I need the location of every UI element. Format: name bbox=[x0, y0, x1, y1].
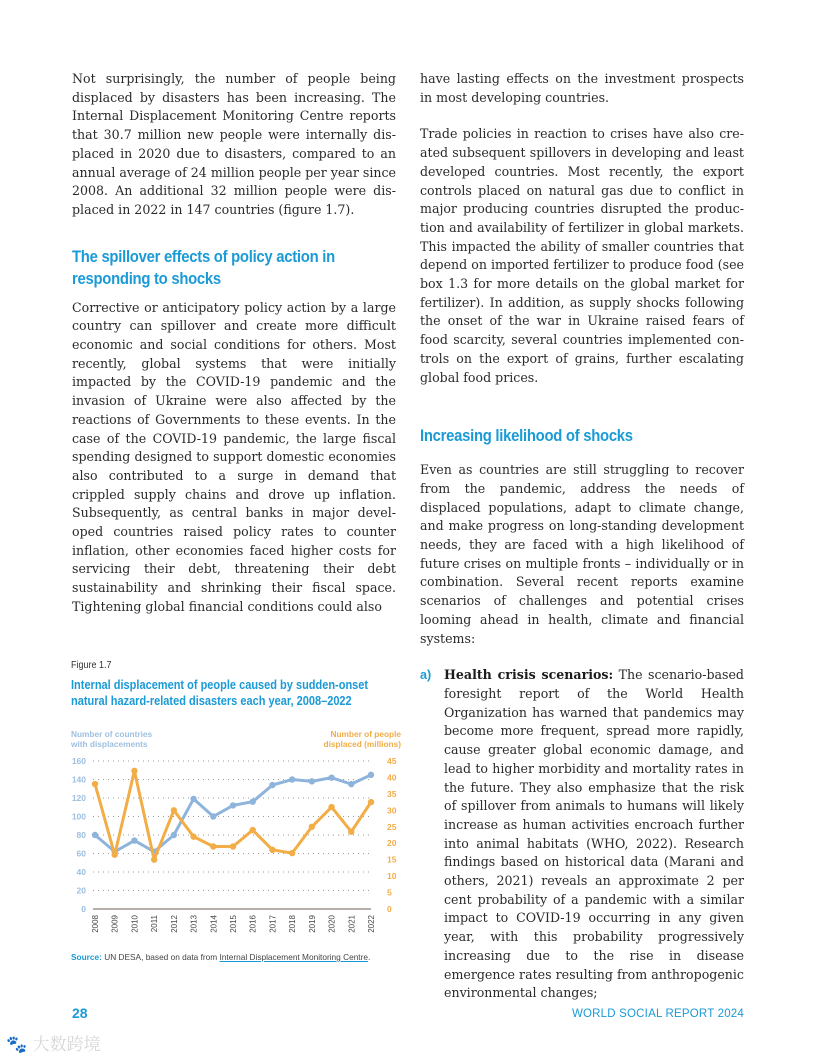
source-link[interactable]: Internal Displacement Monitoring Centre bbox=[219, 952, 368, 962]
right-tick-label: 15 bbox=[387, 854, 397, 865]
right-axis-title-line: displaced (millions) bbox=[323, 739, 401, 749]
body-paragraph: have lasting effects on the investment prospects in most developing countries. bbox=[420, 71, 744, 105]
x-tick-label: 2019 bbox=[307, 915, 317, 933]
left-tick-label: 100 bbox=[71, 811, 86, 822]
countries-data-point bbox=[131, 837, 137, 843]
line-chart bbox=[71, 752, 401, 942]
list-item-body: The scenario-based foresight report of the World Health Organization has warned that pandemics may become more frequent, spread more rapidly, cause greater global economic damage, and lead to higher morbidity and mortality rates in the future. They also emphasize that the risk of spillover from animals to humans will likely increase as human activities encroach further into animal habitats (WHO, 2022). Research findings based on historical data (Marani and others, 2021) reveals an approximate 2 per cent probability of a pandemic with a similar impact to COVID-19 occurring in any given year, with this probability progressively increasing due to the rise in disease emergence rates resulting from anthropogenic environmental changes; bbox=[444, 667, 744, 1001]
x-tick-label: 2015 bbox=[229, 915, 238, 933]
right-tick-label: 25 bbox=[387, 821, 397, 832]
people-data-point bbox=[171, 807, 177, 813]
people-data-point bbox=[190, 833, 196, 839]
right-axis-title-line: Number of people bbox=[330, 729, 401, 739]
people-data-point bbox=[348, 829, 354, 835]
source-label: Source: bbox=[71, 952, 102, 962]
figure-source bbox=[71, 952, 370, 962]
list-item bbox=[420, 666, 744, 1003]
people-data-point bbox=[112, 852, 118, 858]
left-tick-label: 40 bbox=[76, 867, 86, 877]
right-axis-title bbox=[324, 729, 401, 749]
people-data-point bbox=[368, 799, 374, 805]
right-tick-label: 20 bbox=[387, 838, 397, 849]
people-data-point bbox=[210, 843, 216, 849]
countries-data-point bbox=[171, 832, 177, 838]
countries-data-point bbox=[190, 796, 196, 802]
left-axis-title-line: Number of countries bbox=[71, 729, 153, 739]
countries-data-point bbox=[289, 776, 295, 782]
countries-data-point bbox=[368, 772, 374, 778]
right-column bbox=[420, 70, 744, 1003]
left-column bbox=[72, 70, 396, 617]
people-data-point bbox=[151, 856, 157, 862]
body-paragraph: Corrective or anticipatory policy action by a large country can spillover and create more difficult economic and social conditions for others. Most recently, global systems that were initially impacted by the COVID-19 pandemic and the invasion of Ukraine were also affected by the reactions of Governments to these events. In the case of the COVID-19 pandemic, the large fiscal spending designed to support domestic economies also contributed to a surge in demand that crippled supply chains and drove up inflation. Subsequently, as central banks in major developed countries raised policy rates to counter inflation, other economies faced higher costs for servicing their debt, threatening their debt sustainability and shrinking their fiscal space. Tightening global financial conditions could also bbox=[72, 299, 396, 614]
figure bbox=[71, 660, 401, 962]
countries-data-point bbox=[250, 799, 256, 805]
page-number: 28 bbox=[72, 1005, 88, 1021]
right-tick-label: 45 bbox=[387, 756, 397, 766]
right-tick-label: 0 bbox=[387, 904, 392, 914]
right-tick-label: 35 bbox=[387, 788, 397, 799]
countries-data-point bbox=[230, 802, 236, 808]
left-tick-label: 140 bbox=[71, 774, 86, 785]
source-text: UN DESA, based on data from bbox=[101, 952, 220, 962]
people-data-point bbox=[269, 847, 275, 853]
watermark-logo-icon: 🐾 bbox=[6, 1035, 28, 1055]
left-tick-label: 20 bbox=[76, 885, 86, 896]
x-tick-label: 2022 bbox=[367, 915, 376, 933]
figure-title-line: Internal displacement of people caused by sudden-onset bbox=[71, 678, 369, 692]
countries-data-point bbox=[309, 778, 315, 784]
figure-title bbox=[71, 677, 369, 709]
x-tick-label: 2009 bbox=[110, 915, 120, 933]
countries-data-point bbox=[348, 781, 354, 787]
list-marker: a) bbox=[420, 668, 432, 683]
section-heading: Increasing likelihood of shocks bbox=[420, 427, 633, 446]
x-tick-label: 2012 bbox=[169, 915, 179, 933]
figure-label: Figure 1.7 bbox=[71, 660, 112, 671]
countries-data-point bbox=[328, 774, 334, 780]
people-data-point bbox=[289, 850, 295, 856]
right-tick-label: 40 bbox=[387, 772, 397, 783]
x-tick-label: 2016 bbox=[248, 915, 258, 933]
x-tick-label: 2008 bbox=[91, 915, 100, 933]
people-data-point bbox=[328, 804, 334, 810]
people-data-point bbox=[230, 843, 236, 849]
section-heading-line: responding to shocks bbox=[72, 269, 221, 288]
x-tick-label: 2021 bbox=[347, 915, 357, 933]
x-tick-label: 2018 bbox=[288, 915, 298, 933]
left-tick-label: 0 bbox=[81, 904, 86, 914]
people-data-point bbox=[131, 768, 137, 774]
people-data-point bbox=[309, 824, 315, 830]
body-paragraph: Trade policies in reaction to crises have also created subsequent spillovers in developing and least developed countries. Most recently, the export controls placed on natural gas due to conflict in major producing countries disrupted the production and availability of fertilizer in global markets. This impacted the ability of smaller countries that depend on imported fertilizer to produce food (see box 1.3 for more details on the global market for fertilizer). In addition, as supply shocks following the onset of the war in Ukraine raised fears of food scarcity, several countries implemented controls on the export of grains, further escalating global food prices. bbox=[420, 126, 744, 385]
right-tick-label: 30 bbox=[387, 805, 397, 816]
left-axis-title bbox=[71, 729, 152, 749]
people-data-point bbox=[250, 827, 256, 833]
left-axis-title-line: with displacements bbox=[71, 739, 148, 749]
figure-title-line: natural hazard-related disasters each year, 2008–2022 bbox=[71, 694, 352, 708]
x-tick-label: 2017 bbox=[268, 915, 278, 933]
left-tick-label: 80 bbox=[76, 830, 86, 840]
countries-data-point bbox=[269, 782, 275, 788]
watermark-text: 大数跨境 bbox=[32, 1035, 101, 1055]
source-end: . bbox=[368, 952, 371, 962]
list-item-lead: Health crisis scenarios: bbox=[444, 667, 614, 683]
countries-data-point bbox=[92, 832, 98, 838]
x-tick-label: 2013 bbox=[189, 915, 199, 933]
section-heading bbox=[72, 246, 364, 290]
body-paragraph: Not surprisingly, the number of people being displaced by disasters has been increasing. The Internal Displacement Monitoring Centre reports that 30.7 million new people were internally displaced in 2020 due to disasters, compared to an annual average of 24 million people per year since 2008. An additional 32 million people were displaced in 2022 in 147 countries (figure 1.7). bbox=[72, 71, 396, 217]
x-tick-label: 2020 bbox=[327, 915, 337, 933]
body-paragraph: Even as countries are still struggling to recover from the pandemic, address the needs of displaced populations, adapt to climate change, and make progress on long-standing development needs, they are faced with a high likelihood of future crises on multiple fronts – individually or in combination. Several recent reports examine scenarios of challenges and potential crises looming ahead in health, climate and financial systems: bbox=[420, 462, 744, 646]
right-tick-label: 5 bbox=[387, 887, 392, 898]
watermark bbox=[6, 1030, 101, 1055]
left-tick-label: 120 bbox=[71, 793, 86, 803]
left-tick-label: 60 bbox=[76, 848, 86, 859]
section-heading-line: The spillover effects of policy action in bbox=[72, 247, 335, 266]
countries-data-point bbox=[210, 813, 216, 819]
running-footer-title: WORLD SOCIAL REPORT 2024 bbox=[571, 1008, 744, 1020]
list-item-text bbox=[444, 666, 744, 1003]
x-tick-label: 2011 bbox=[150, 915, 160, 933]
people-data-point bbox=[92, 781, 98, 787]
x-tick-label: 2014 bbox=[209, 915, 219, 933]
right-tick-label: 10 bbox=[387, 871, 397, 882]
x-tick-label: 2010 bbox=[130, 915, 140, 933]
left-tick-label: 160 bbox=[71, 756, 86, 766]
